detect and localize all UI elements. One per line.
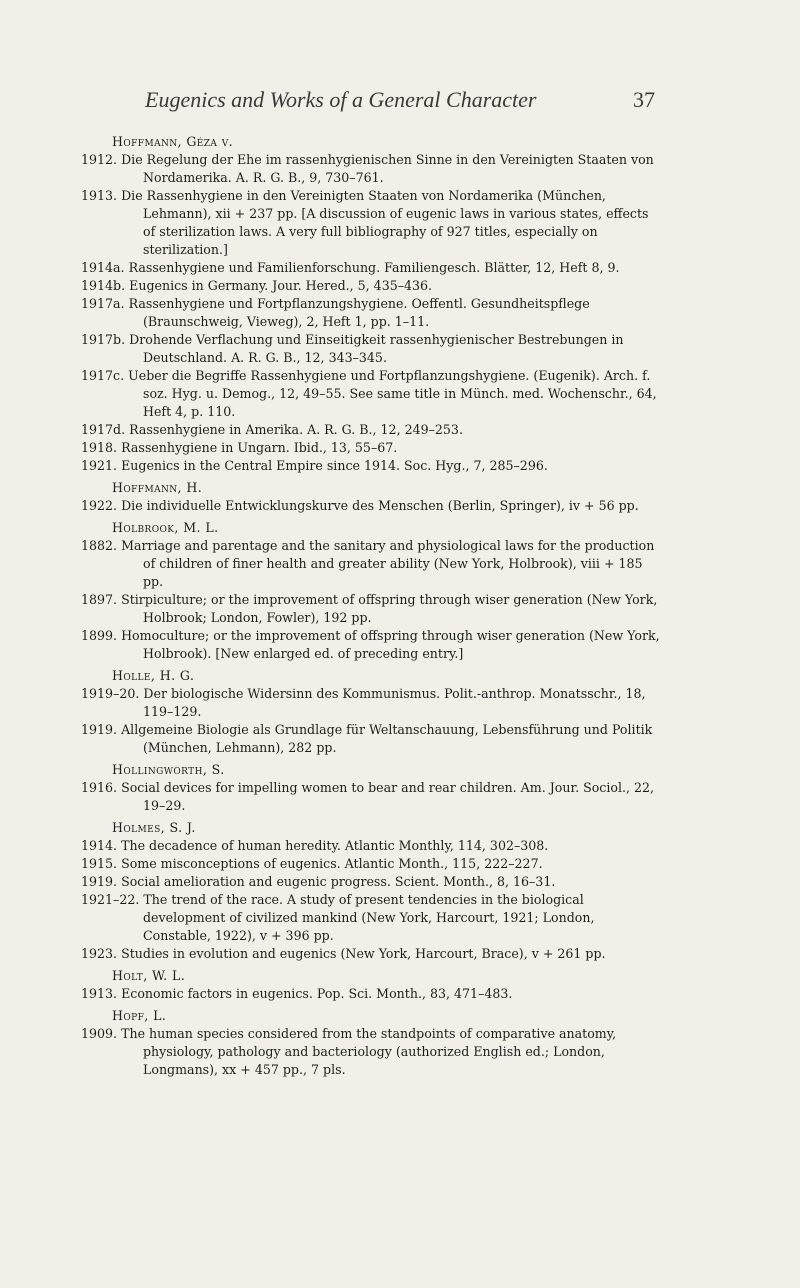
entry-text: Allgemeine Biologie als Grundlage für Weltanschauung, Lebensführung und Politik (München, Lehmann), 282 pp. bbox=[121, 722, 653, 755]
bibliography-entry bbox=[81, 627, 660, 663]
entry-year: 1909. bbox=[81, 1026, 118, 1041]
bibliography-entry bbox=[81, 439, 660, 457]
author-name: Hollingworth, S. bbox=[112, 762, 225, 777]
author-name: Hopf, L. bbox=[112, 1008, 167, 1023]
entry-text: Die Regelung der Ehe im rassenhygienischen Sinne in den Vereinigten Staaten von Nordamerika. A. R. G. B., 9, 730–761. bbox=[121, 152, 654, 185]
bibliography-entry bbox=[81, 537, 660, 591]
bibliography-entry bbox=[81, 855, 660, 873]
author-name: Holt, W. L. bbox=[112, 968, 186, 983]
bibliography-entry bbox=[81, 277, 660, 295]
entry-year: 1918. bbox=[81, 440, 118, 455]
bibliography-entry bbox=[81, 985, 660, 1003]
bibliography-entry bbox=[81, 1025, 660, 1079]
bibliography-entry bbox=[81, 873, 660, 891]
bibliography-entry bbox=[81, 259, 660, 277]
entry-text: Social devices for impelling women to bear and rear children. Am. Jour. Sociol., 22, 19–29. bbox=[121, 780, 655, 813]
entry-year: 1899. bbox=[81, 628, 118, 643]
author-block bbox=[81, 133, 660, 475]
entry-year: 1914b. bbox=[81, 278, 126, 293]
entry-text: Rassenhygiene in Amerika. A. R. G. B., 12, 249–253. bbox=[129, 422, 463, 437]
entry-text: Drohende Verflachung und Einseitigkeit rassenhygienischer Bestrebungen in Deutschland. A. R. G. B., 12, 343–345. bbox=[129, 332, 624, 365]
bibliography-entry bbox=[81, 331, 660, 367]
entry-text: Marriage and parentage and the sanitary and physiological laws for the production of children of finer health and greater ability (New York, Holbrook), viii + 185 pp. bbox=[121, 538, 655, 589]
entry-year: 1917d. bbox=[81, 422, 126, 437]
author-block bbox=[81, 967, 660, 1003]
page-number: 37 bbox=[633, 87, 655, 112]
entry-text: Homoculture; or the improvement of offspring through wiser generation (New York, Holbrook). [New enlarged ed. of preceding entry.] bbox=[121, 628, 660, 661]
entry-text: Rassenhygiene und Fortpflanzungshygiene. Oeffentl. Gesundheitspflege (Braunschweig, Vieweg), 2, Heft 1, pp. 1–11. bbox=[128, 296, 590, 329]
author-name: Hoffmann, H. bbox=[112, 480, 203, 495]
author-block bbox=[81, 819, 660, 963]
author-block bbox=[81, 519, 660, 663]
bibliography-entry bbox=[81, 457, 660, 475]
bibliography-entry bbox=[81, 187, 660, 259]
entry-year: 1917c. bbox=[81, 368, 125, 383]
author-name: Holbrook, M. L. bbox=[112, 520, 219, 535]
entry-text: Die Rassenhygiene in den Vereinigten Staaten von Nordamerika (München, Lehmann), xii + 237 pp. [A discussion of eugenic laws in various states, effects of sterilization laws. A very full bibliography of 927 titles, especially on sterilization.] bbox=[121, 188, 649, 257]
entry-text: Studies in evolution and eugenics (New York, Harcourt, Brace), v + 261 pp. bbox=[121, 946, 606, 961]
bibliography-entry bbox=[81, 721, 660, 757]
author-block bbox=[81, 761, 660, 815]
entry-year: 1917b. bbox=[81, 332, 126, 347]
bibliography-entry bbox=[81, 151, 660, 187]
entry-year: 1915. bbox=[81, 856, 118, 871]
entry-text: Economic factors in eugenics. Pop. Sci. Month., 83, 471–483. bbox=[121, 986, 513, 1001]
entry-year: 1916. bbox=[81, 780, 118, 795]
entry-year: 1922. bbox=[81, 498, 118, 513]
bibliography-body bbox=[81, 131, 660, 1079]
entry-text: The trend of the race. A study of present tendencies in the biological development of civilized mankind (New York, Harcourt, 1921; London, Constable, 1922), v + 396 pp. bbox=[143, 892, 595, 943]
entry-year: 1882. bbox=[81, 538, 118, 553]
entry-year: 1914. bbox=[81, 838, 118, 853]
page-header bbox=[145, 87, 655, 117]
bibliography-entry bbox=[81, 891, 660, 945]
entry-text: The human species considered from the standpoints of comparative anatomy, physiology, pathology and bacteriology (authorized English ed.; London, Longmans), xx + 457 pp., 7 pls. bbox=[121, 1026, 617, 1077]
entry-year: 1923. bbox=[81, 946, 118, 961]
entry-text: The decadence of human heredity. Atlantic Monthly, 114, 302–308. bbox=[121, 838, 549, 853]
entry-text: Some misconceptions of eugenics. Atlantic Month., 115, 222–227. bbox=[121, 856, 543, 871]
author-name: Holmes, S. J. bbox=[112, 820, 196, 835]
running-title: Eugenics and Works of a General Character bbox=[145, 87, 537, 112]
entry-text: Social amelioration and eugenic progress. Scient. Month., 8, 16–31. bbox=[121, 874, 556, 889]
entry-text: Die individuelle Entwicklungskurve des Menschen (Berlin, Springer), iv + 56 pp. bbox=[121, 498, 639, 513]
author-block bbox=[81, 479, 660, 515]
entry-text: Eugenics in the Central Empire since 1914. Soc. Hyg., 7, 285–296. bbox=[121, 458, 548, 473]
entry-year: 1912. bbox=[81, 152, 118, 167]
entry-year: 1917a. bbox=[81, 296, 125, 311]
bibliography-entry bbox=[81, 421, 660, 439]
bibliography-entry bbox=[81, 295, 660, 331]
entry-year: 1921–22. bbox=[81, 892, 140, 907]
bibliography-entry bbox=[81, 367, 660, 421]
entry-year: 1913. bbox=[81, 986, 118, 1001]
author-block bbox=[81, 1007, 660, 1079]
entry-text: Eugenics in Germany. Jour. Hered., 5, 435–436. bbox=[129, 278, 433, 293]
entry-year: 1919. bbox=[81, 874, 118, 889]
entry-text: Rassenhygiene und Familienforschung. Familiengesch. Blätter, 12, Heft 8, 9. bbox=[128, 260, 620, 275]
entry-text: Stirpiculture; or the improvement of offspring through wiser generation (New York, Holbrook; London, Fowler), 192 pp. bbox=[121, 592, 658, 625]
author-block bbox=[81, 667, 660, 757]
entry-text: Der biologische Widersinn des Kommunismus. Polit.-anthrop. Monatsschr., 18, 119–129. bbox=[143, 686, 646, 719]
bibliography-entry bbox=[81, 779, 660, 815]
bibliography-entry bbox=[81, 945, 660, 963]
bibliography-entry bbox=[81, 837, 660, 855]
entry-year: 1919. bbox=[81, 722, 118, 737]
author-name: Holle, H. G. bbox=[112, 668, 195, 683]
entry-year: 1913. bbox=[81, 188, 118, 203]
author-name: Hoffmann, Géza v. bbox=[112, 134, 234, 149]
entry-text: Ueber die Begriffe Rassenhygiene und Fortpflanzungshygiene. (Eugenik). Arch. f. soz. Hyg. u. Demog., 12, 49–55. See same title in Münch. med. Wochenschr., 64, Heft 4, p. 110. bbox=[128, 368, 657, 419]
entry-year: 1914a. bbox=[81, 260, 125, 275]
bibliography-entry bbox=[81, 591, 660, 627]
entry-year: 1897. bbox=[81, 592, 118, 607]
bibliography-entry bbox=[81, 685, 660, 721]
entry-text: Rassenhygiene in Ungarn. Ibid., 13, 55–67. bbox=[121, 440, 398, 455]
bibliography-entry bbox=[81, 497, 660, 515]
entry-year: 1921. bbox=[81, 458, 118, 473]
entry-year: 1919–20. bbox=[81, 686, 140, 701]
